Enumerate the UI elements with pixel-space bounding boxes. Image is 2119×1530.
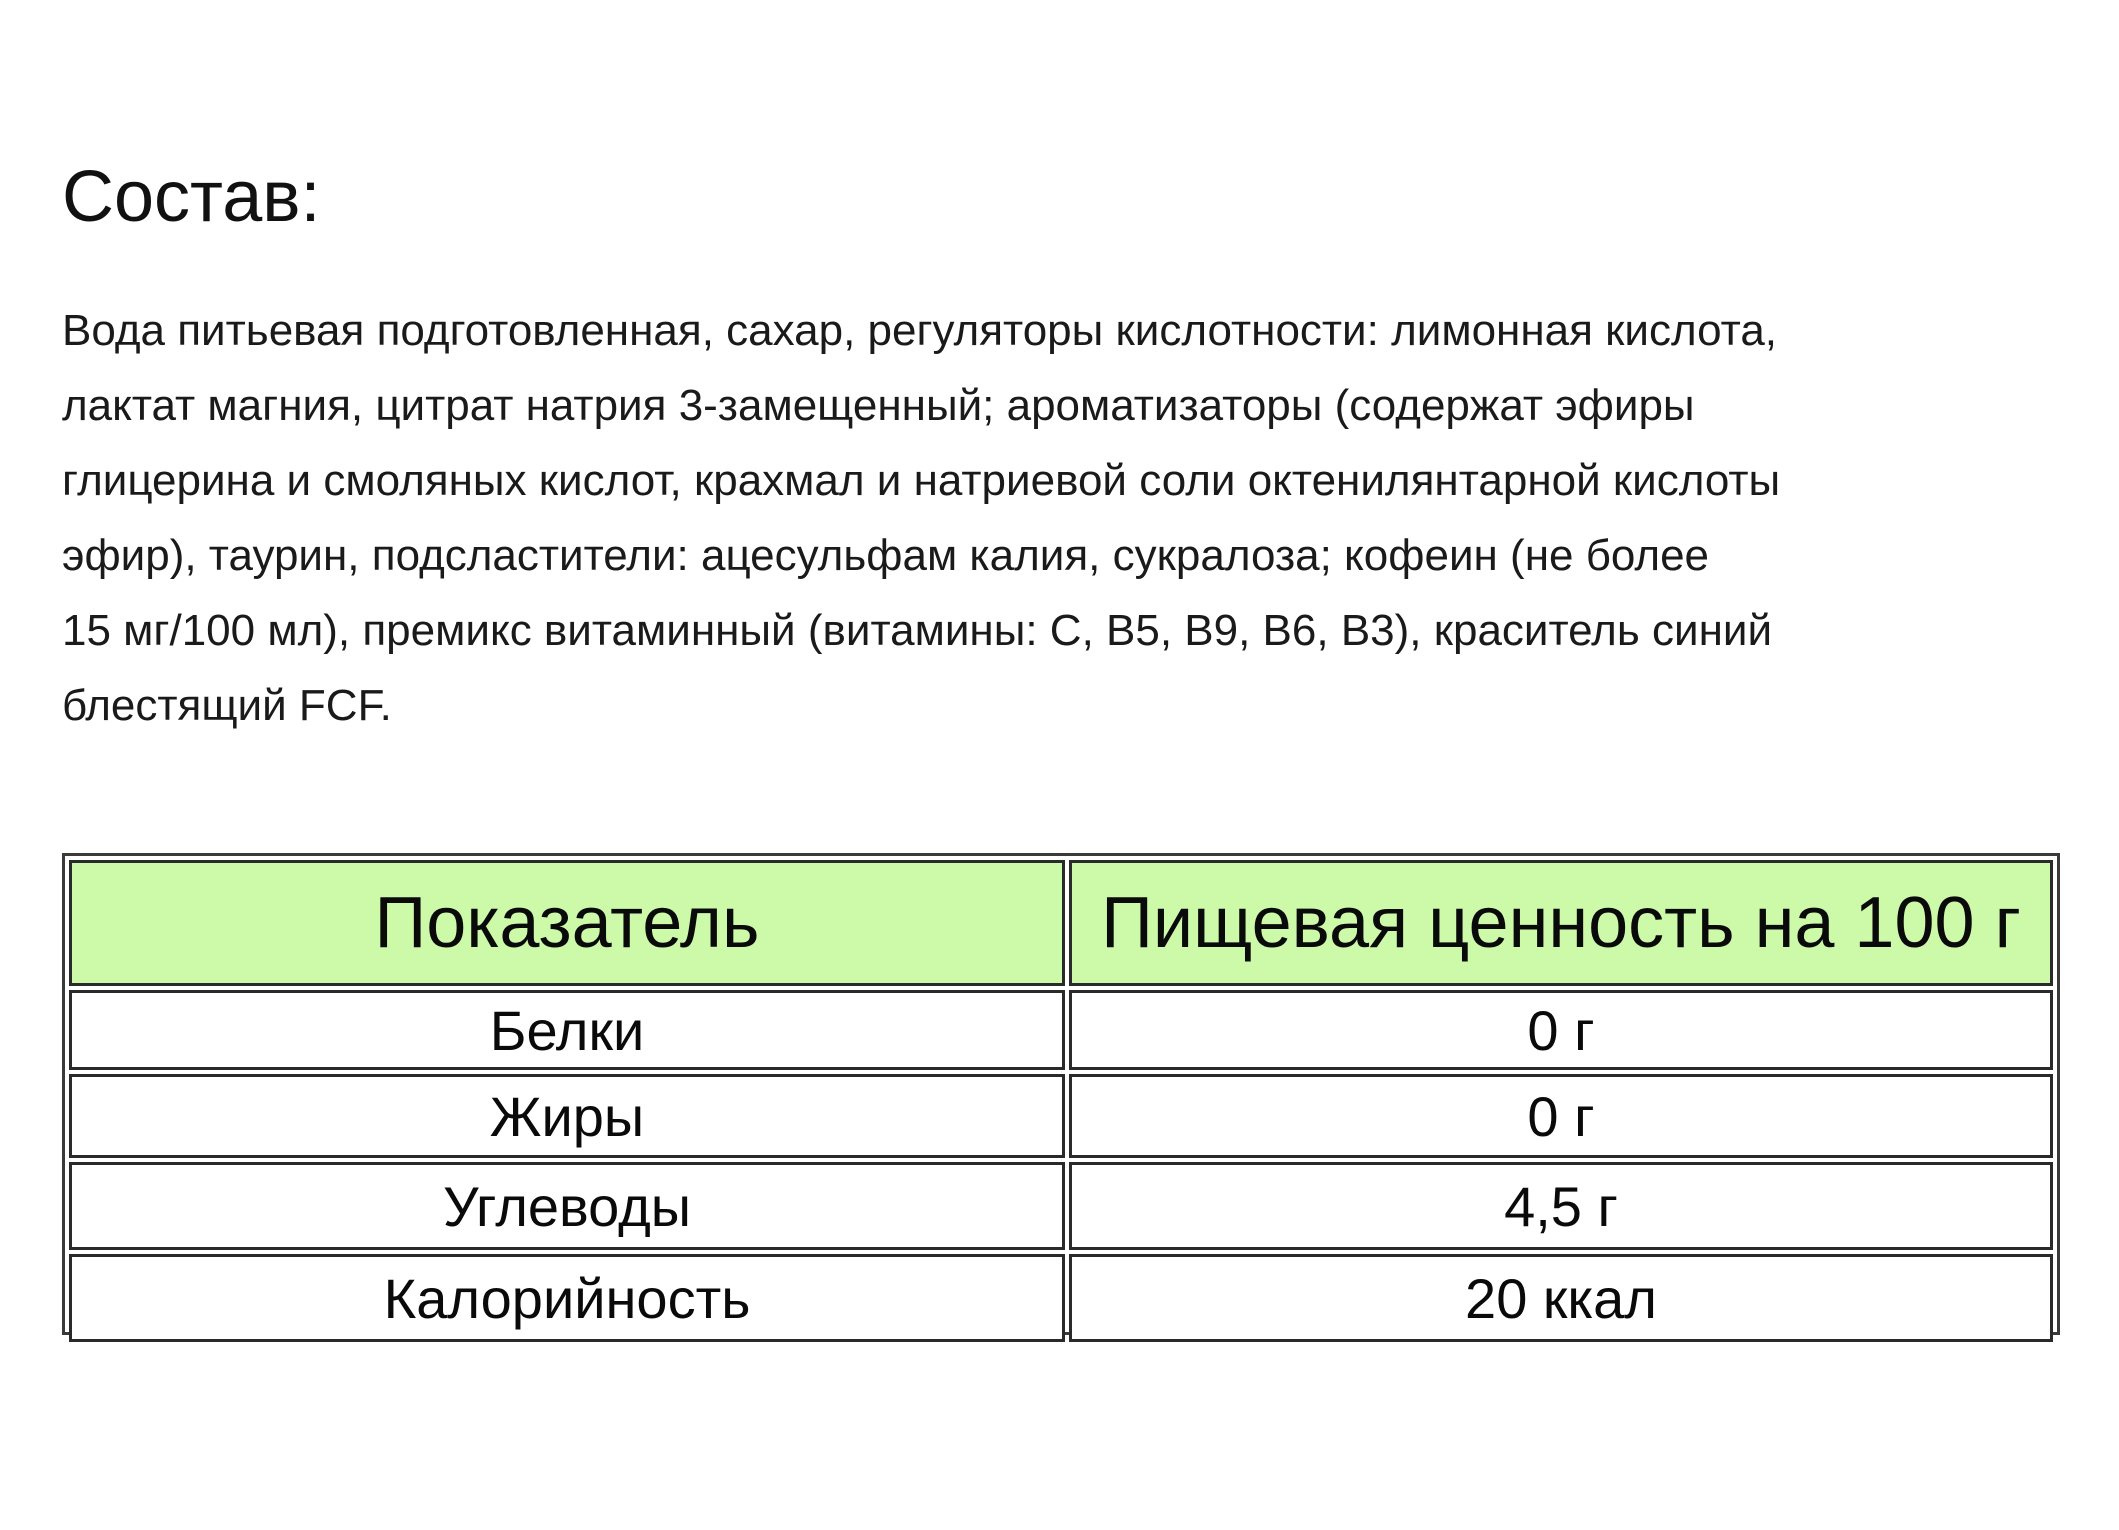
row-label-protein: Белки <box>69 990 1065 1070</box>
row-label-calories: Калорийность <box>69 1254 1065 1342</box>
composition-line: лактат магния, цитрат натрия 3-замещенный; ароматизаторы (содержат эфиры <box>62 381 1695 430</box>
table-row <box>69 990 2053 1070</box>
composition-line: эфир), таурин, подсластители: ацесульфам калия, сукралоза; кофеин (не более <box>62 531 1710 580</box>
nutrition-table <box>65 856 2057 1346</box>
composition-heading: Состав: <box>62 157 321 237</box>
table-row <box>69 1074 2053 1158</box>
composition-line: блестящий FCF. <box>62 681 392 730</box>
row-value-carbs: 4,5 г <box>1069 1162 2053 1250</box>
row-value-calories: 20 ккал <box>1069 1254 2053 1342</box>
row-label-carbs: Углеводы <box>69 1162 1065 1250</box>
nutrition-table-frame <box>62 853 2060 1335</box>
composition-line: 15 мг/100 мл), премикс витаминный (витамины: С, В5, В9, В6, В3), краситель синий <box>62 606 1773 655</box>
table-row <box>69 1254 2053 1342</box>
header-nutritional-value: Пищевая ценность на 100 г <box>1069 860 2053 986</box>
row-value-protein: 0 г <box>1069 990 2053 1070</box>
row-label-fat: Жиры <box>69 1074 1065 1158</box>
nutrition-table-header-row <box>69 860 2053 986</box>
composition-line: Вода питьевая подготовленная, сахар, регуляторы кислотности: лимонная кислота, <box>62 306 1778 355</box>
header-indicator: Показатель <box>69 860 1065 986</box>
table-row <box>69 1162 2053 1250</box>
composition-text <box>62 293 2022 743</box>
row-value-fat: 0 г <box>1069 1074 2053 1158</box>
composition-line: глицерина и смоляных кислот, крахмал и натриевой соли октенилянтарной кислоты <box>62 456 1781 505</box>
